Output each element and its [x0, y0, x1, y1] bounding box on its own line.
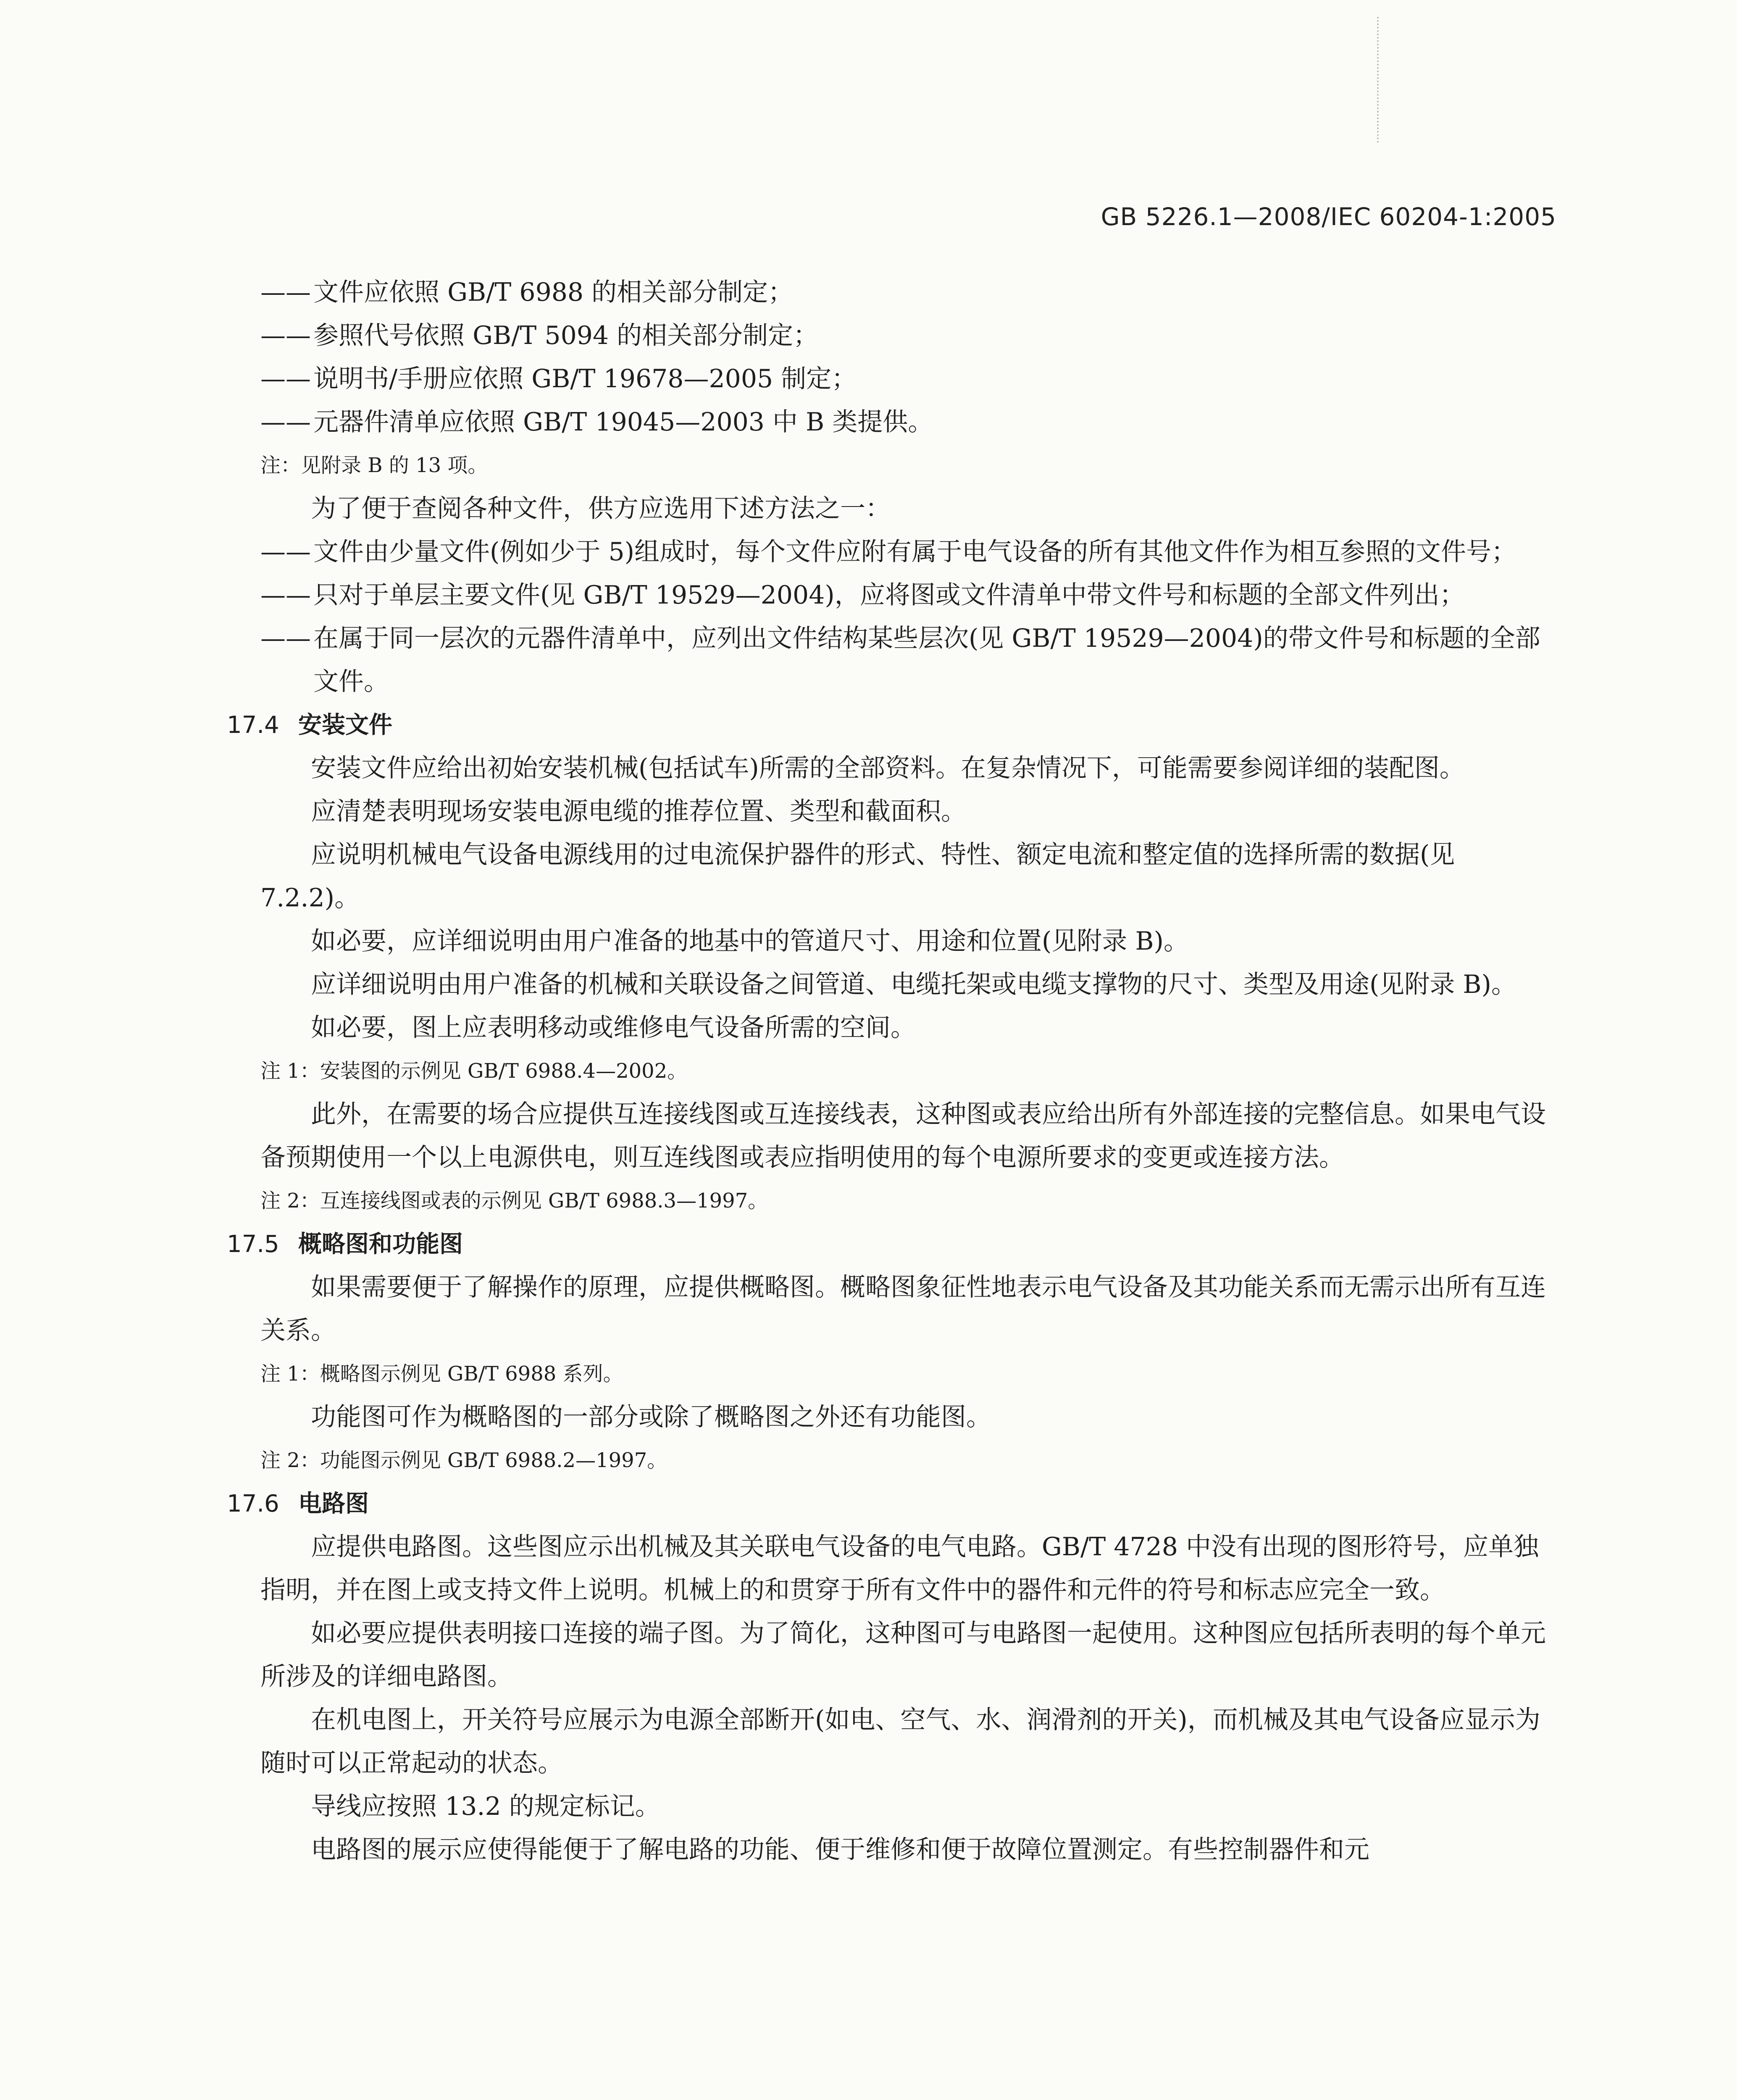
paragraph: 在机电图上，开关符号应展示为电源全部断开(如电、空气、水、润滑剂的开关)，而机械及其电气设备应显示为随时可以正常起动的状态。	[260, 1705, 1540, 1778]
paragraph: 应提供电路图。这些图应示出机械及其关联电气设备的电气电路。GB/T 4728 中没有出现的图形符号，应单独指明，并在图上或支持文件上说明。机械上的和贯穿于所有文件中的器件和元件的符号和标志应完全一致。	[260, 1532, 1539, 1605]
page-content	[227, 271, 1554, 1872]
list-item-text: 元器件清单应依照 GB/T 19045—2003 中 B 类提供。	[313, 407, 933, 437]
paragraph: 应清楚表明现场安装电源电缆的推荐位置、类型和截面积。	[311, 797, 966, 826]
paragraph: 如果需要便于了解操作的原理，应提供概略图。概略图象征性地表示电气设备及其功能关系而无需示出所有互连关系。	[260, 1273, 1546, 1345]
dash-mark: ——	[260, 407, 311, 437]
paragraph: 功能图可作为概略图的一部分或除了概略图之外还有功能图。	[311, 1402, 991, 1432]
list-item-text: 只对于单层主要文件(见 GB/T 19529—2004)，应将图或文件清单中带文件号和标题的全部文件列出；	[313, 580, 1465, 610]
section-title: 概略图和功能图	[298, 1231, 463, 1258]
margin-dots	[1377, 17, 1381, 143]
note: 注 2：互连接线图或表的示例见 GB/T 6988.3—1997。	[260, 1189, 768, 1213]
section-title: 电路图	[298, 1490, 369, 1517]
list-item-text: 在属于同一层次的元器件清单中，应列出文件结构某些层次(见 GB/T 19529—2004)的带文件号和标题的全部文件。	[313, 624, 1540, 696]
paragraph: 安装文件应给出初始安装机械(包括试车)所需的全部资料。在复杂情况下，可能需要参阅详细的装配图。	[311, 753, 1465, 783]
list-item	[260, 617, 1554, 704]
dash-mark: ——	[260, 278, 311, 307]
list-item	[260, 401, 1554, 444]
note: 注 1：概略图示例见 GB/T 6988 系列。	[260, 1362, 623, 1386]
list-item	[260, 271, 1554, 314]
list-item	[260, 314, 1554, 357]
list-item-text: 文件由少量文件(例如少于 5)组成时，每个文件应附有属于电气设备的所有其他文件作为相互参照的文件号；	[313, 537, 1517, 567]
section-heading-17-5	[227, 1223, 1554, 1266]
section-title: 安装文件	[298, 711, 392, 739]
paragraph: 为了便于查阅各种文件，供方应选用下述方法之一：	[311, 494, 891, 523]
note: 注 1：安装图的示例见 GB/T 6988.4—2002。	[260, 1059, 688, 1083]
paragraph: 电路图的展示应使得能便于了解电路的功能、便于维修和便于故障位置测定。有些控制器件和元	[311, 1835, 1369, 1864]
paragraph: 如必要，应详细说明由用户准备的地基中的管道尺寸、用途和位置(见附录 B)。	[311, 927, 1189, 956]
paragraph: 如必要，图上应表明移动或维修电气设备所需的空间。	[311, 1013, 916, 1042]
section-heading-17-4	[227, 704, 1554, 747]
paragraph: 此外，在需要的场合应提供互连接线图或互连接线表，这种图或表应给出所有外部连接的完整信息。如果电气设备预期使用一个以上电源供电，则互连线图或表应指明使用的每个电源所要求的变更或连接方法。	[260, 1100, 1546, 1172]
list-item	[260, 574, 1554, 617]
standard-header: GB 5226.1—2008/IEC 60204-1:2005	[1101, 202, 1556, 231]
note: 注 2：功能图示例见 GB/T 6988.2—1997。	[260, 1449, 667, 1472]
paragraph: 导线应按照 13.2 的规定标记。	[311, 1792, 660, 1821]
section-number: 17.5	[227, 1231, 279, 1258]
list-item	[260, 357, 1554, 401]
section-heading-17-6	[227, 1482, 1554, 1525]
note: 注：见附录 B 的 13 项。	[260, 454, 488, 477]
dash-mark: ——	[260, 364, 311, 394]
list-item-text: 说明书/手册应依照 GB/T 19678—2005 制定；	[313, 364, 857, 394]
dash-mark: ——	[260, 537, 311, 567]
list-item-text: 文件应依照 GB/T 6988 的相关部分制定；	[313, 278, 794, 307]
paragraph: 如必要应提供表明接口连接的端子图。为了简化，这种图可与电路图一起使用。这种图应包括所表明的每个单元所涉及的详细电路图。	[260, 1619, 1546, 1691]
list-item	[260, 530, 1554, 574]
dash-mark: ——	[260, 321, 311, 350]
paragraph: 应详细说明由用户准备的机械和关联设备之间管道、电缆托架或电缆支撑物的尺寸、类型及用途(见附录 B)。	[311, 970, 1516, 999]
paragraph: 应说明机械电气设备电源线用的过电流保护器件的形式、特性、额定电流和整定值的选择所需的数据(见 7.2.2)。	[260, 840, 1455, 913]
dash-mark: ——	[260, 624, 311, 653]
section-number: 17.6	[227, 1490, 279, 1517]
section-number: 17.4	[227, 711, 279, 739]
list-item-text: 参照代号依照 GB/T 5094 的相关部分制定；	[313, 321, 819, 350]
dash-mark: ——	[260, 580, 311, 610]
